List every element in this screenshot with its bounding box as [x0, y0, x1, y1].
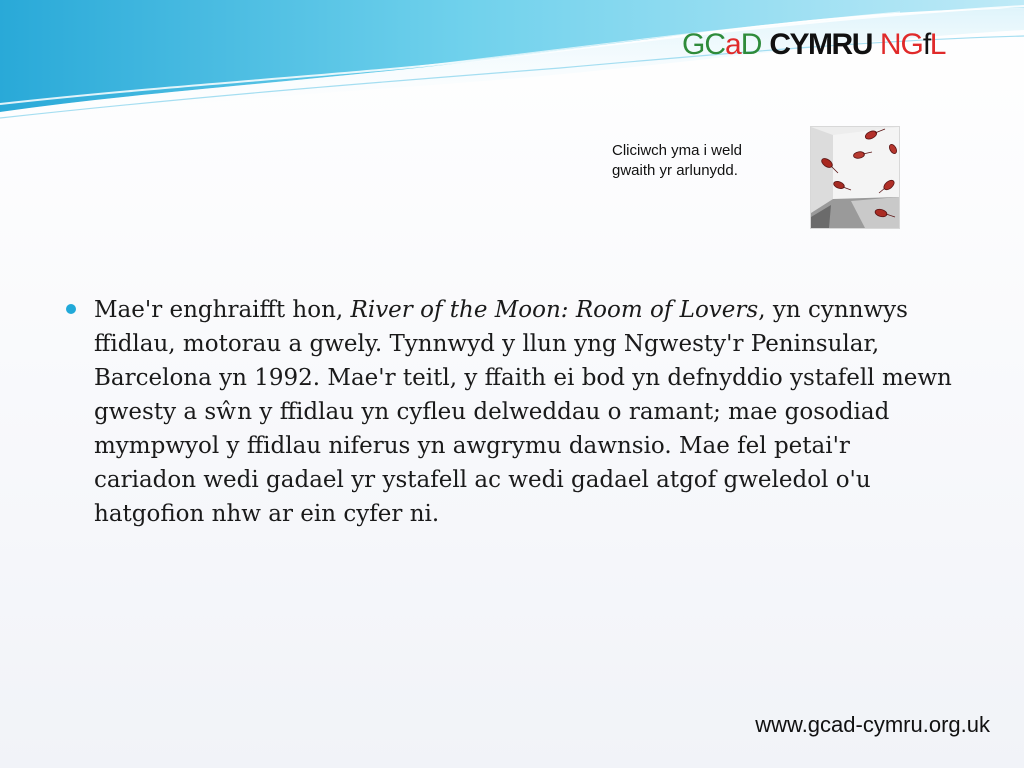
- room-of-lovers-image: [811, 127, 899, 228]
- logo-a: a: [725, 28, 741, 61]
- logo-ng: NG: [879, 28, 923, 61]
- bullet-dot-icon: [66, 304, 76, 314]
- artwork-thumbnail[interactable]: [810, 126, 900, 229]
- footer-website-link[interactable]: www.gcad-cymru.org.uk: [755, 712, 990, 737]
- logo-cymru: CYMRU: [769, 28, 872, 61]
- logo-l: L: [929, 28, 946, 61]
- view-artist-work-line1: Cliciwch yma i weld: [612, 142, 743, 159]
- logo-d: D: [740, 28, 762, 61]
- header-wave-decoration: [0, 0, 1024, 130]
- logo-f: f: [922, 28, 930, 61]
- body-paragraph: [94, 293, 954, 531]
- body-text-after: , yn cynnwys ffidlau, motorau a gwely. Tynnwyd y llun yng Ngwesty'r Peninsular, Barcelona yn 1992. Mae'r teitl, y ffaith ei bod yn defnyddio ystafell mewn gwesty a sŵn y ffidlau yn cyfleu delweddau o ramant; mae gosodiad mympwyol y ffidlau niferus yn awgrymu dawnsio. Mae fel petai'r cariadon wedi gadael yr ystafell ac wedi gadael atgof gweledol o'u hatgofion nhw ar ein cyfer ni.: [94, 297, 952, 527]
- artwork-title: River of the Moon: Room of Lovers: [350, 297, 759, 323]
- gcad-cymru-ngfl-logo: [682, 28, 945, 62]
- body-text-before: Mae'r enghraifft hon,: [94, 297, 351, 323]
- view-artist-work-line2: gwaith yr arlunydd.: [612, 162, 738, 179]
- logo-gc: GC: [682, 28, 725, 61]
- view-artist-work-link[interactable]: [612, 141, 792, 181]
